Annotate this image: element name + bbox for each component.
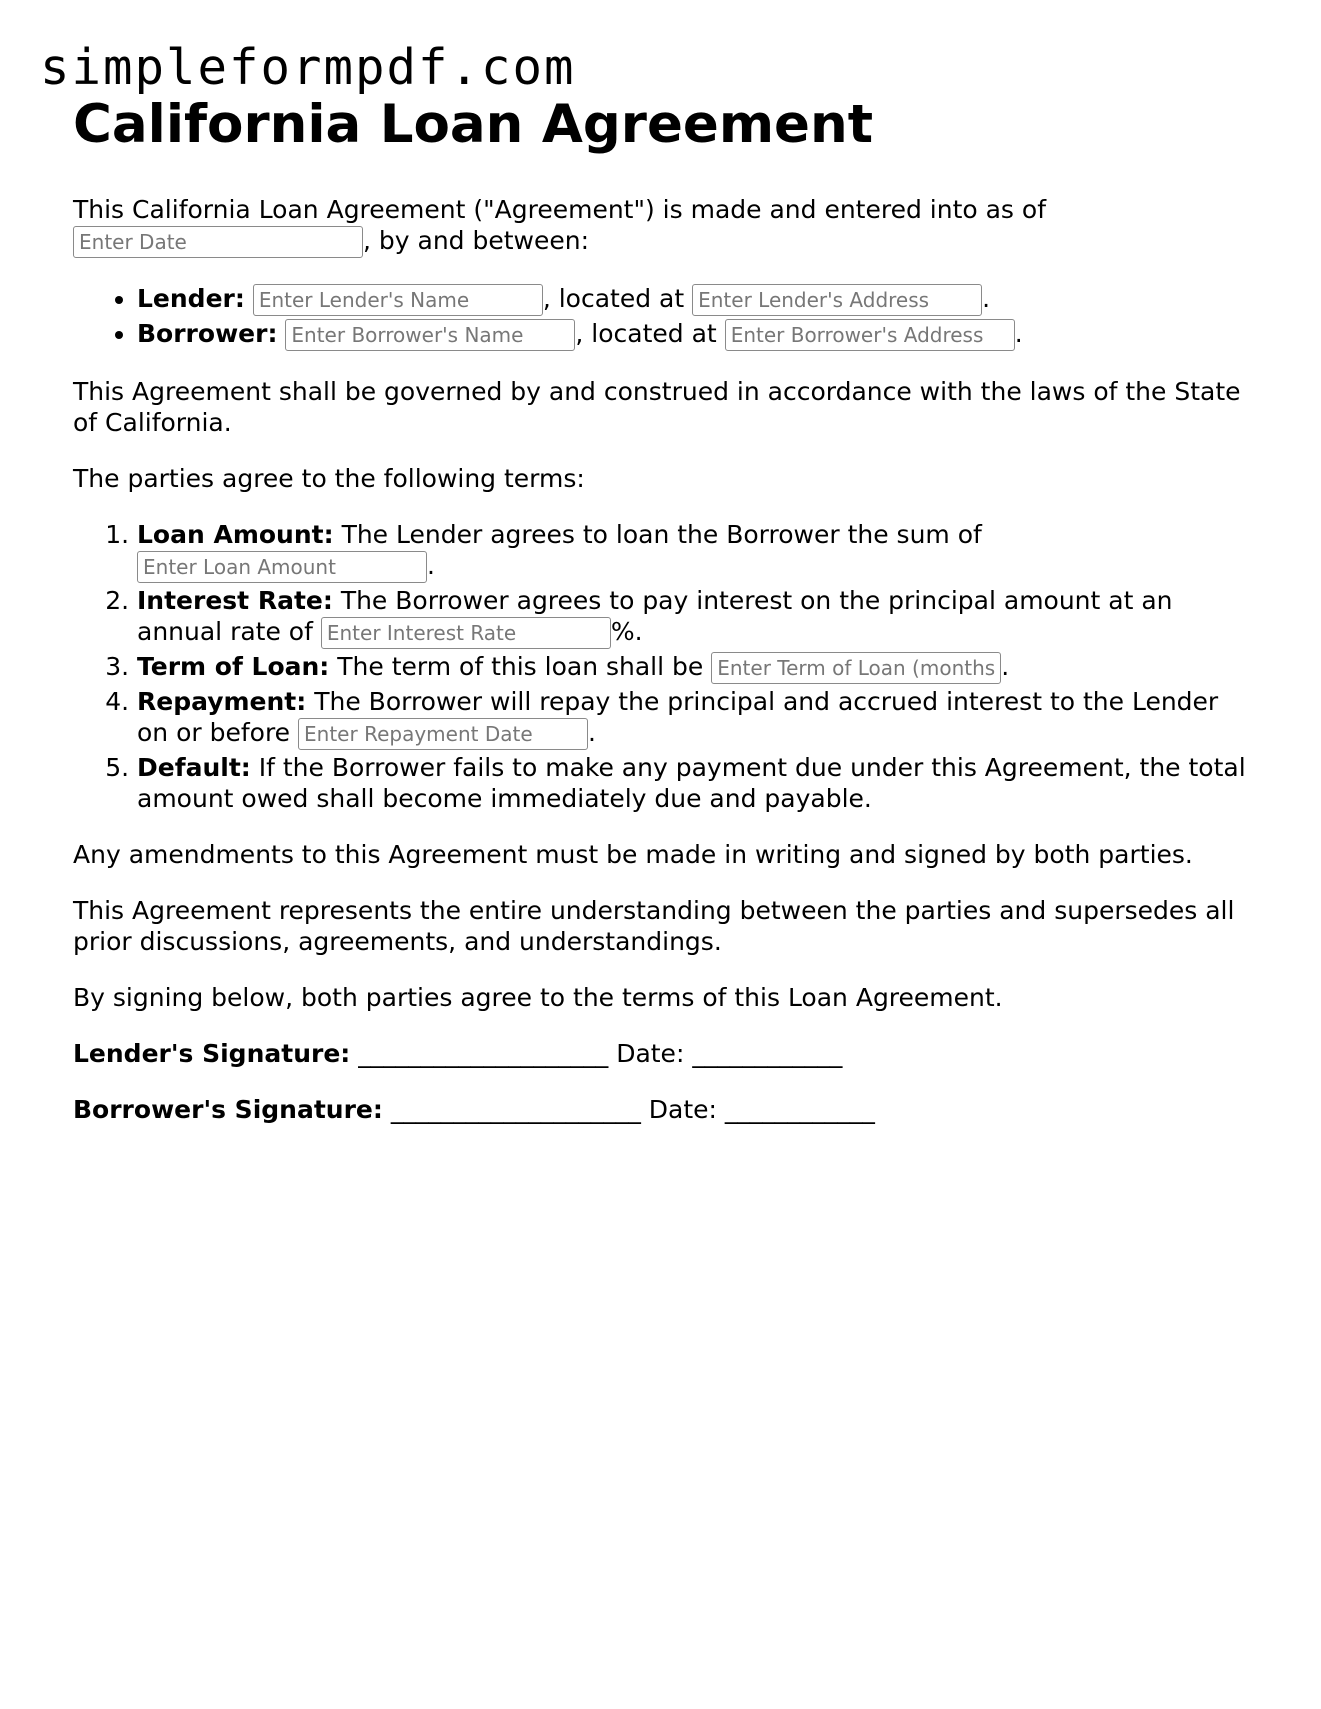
interest-rate-text: The Borrower agrees to pay interest on the principal amount at an annual rate of (137, 586, 1173, 646)
entire-agreement-paragraph: This Agreement represents the entire understanding between the parties and supersedes all prior discussions, agreements, and understandings. (73, 896, 1235, 956)
interest-rate-input[interactable] (321, 617, 611, 649)
borrower-signature-line: ____________________ (390, 1095, 641, 1124)
lender-name-input[interactable] (253, 284, 543, 316)
governing-law-paragraph: This Agreement shall be governed by and construed in accordance with the laws of the State of California. (73, 377, 1241, 437)
term-default (137, 752, 1253, 814)
borrower-label: Borrower: (137, 319, 278, 348)
borrower-end: . (1014, 319, 1023, 348)
lender-address-input[interactable] (692, 284, 982, 316)
term-of-loan-text: The term of this loan shall be (337, 652, 704, 681)
borrower-signature-label: Borrower's Signature: (73, 1095, 383, 1124)
term-interest-rate (137, 585, 1253, 649)
list-item-lender (137, 283, 1253, 316)
terms-intro: The parties agree to the following terms: (73, 464, 585, 493)
intro-suffix: , by and between: (363, 226, 590, 255)
signing-intro: By signing below, both parties agree to the terms of this Loan Agreement. (73, 983, 1003, 1012)
lender-date-label: Date: (616, 1039, 685, 1068)
borrower-name-input[interactable] (285, 319, 575, 351)
borrower-date-label: Date: (648, 1095, 717, 1124)
lender-end: . (982, 284, 991, 313)
borrower-located-at: , located at (575, 319, 717, 348)
term-of-loan-label: Term of Loan: (137, 652, 330, 681)
repayment-text: The Borrower will repay the principal and accrued interest to the Lender on or before (137, 687, 1219, 747)
borrower-address-input[interactable] (725, 319, 1015, 351)
agreement-date-input[interactable] (73, 226, 363, 258)
term-of-loan-end: . (1001, 652, 1010, 681)
document-body (73, 92, 1253, 1150)
parties-list (73, 283, 1253, 351)
repayment-label: Repayment: (137, 687, 307, 716)
loan-amount-label: Loan Amount: (137, 520, 334, 549)
lender-signature-label: Lender's Signature: (73, 1039, 351, 1068)
terms-list (73, 519, 1253, 814)
amendments-paragraph: Any amendments to this Agreement must be made in writing and signed by both parties. (73, 840, 1193, 869)
term-loan-amount (137, 519, 1253, 583)
repayment-end: . (588, 718, 596, 747)
loan-amount-end: . (427, 551, 435, 580)
term-term-of-loan (137, 651, 1253, 684)
lender-date-line: ____________ (692, 1039, 843, 1068)
site-watermark: simpleformpdf.com (40, 39, 576, 96)
lender-located-at: , located at (542, 284, 685, 313)
loan-amount-text: The Lender agrees to loan the Borrower the sum of (341, 520, 982, 549)
lender-signature-row (73, 1038, 1253, 1069)
interest-rate-label: Interest Rate: (137, 586, 333, 615)
repayment-date-input[interactable] (298, 718, 588, 750)
borrower-date-line: ____________ (724, 1095, 875, 1124)
lender-signature-line: ____________________ (358, 1039, 609, 1068)
interest-rate-end: %. (610, 617, 643, 646)
term-repayment (137, 686, 1253, 750)
intro-paragraph (73, 194, 1253, 258)
lender-label: Lender: (137, 284, 245, 313)
borrower-signature-row (73, 1094, 1253, 1125)
loan-amount-input[interactable] (137, 551, 427, 583)
intro-text: This California Loan Agreement ("Agreement") is made and entered into as of (73, 195, 1046, 224)
document-title: California Loan Agreement (73, 94, 874, 155)
list-item-borrower (137, 318, 1253, 351)
term-of-loan-input[interactable] (711, 652, 1001, 684)
default-text: If the Borrower fails to make any payment due under this Agreement, the total amount owed shall become immediately due and payable. (137, 753, 1246, 813)
default-label: Default: (137, 753, 251, 782)
